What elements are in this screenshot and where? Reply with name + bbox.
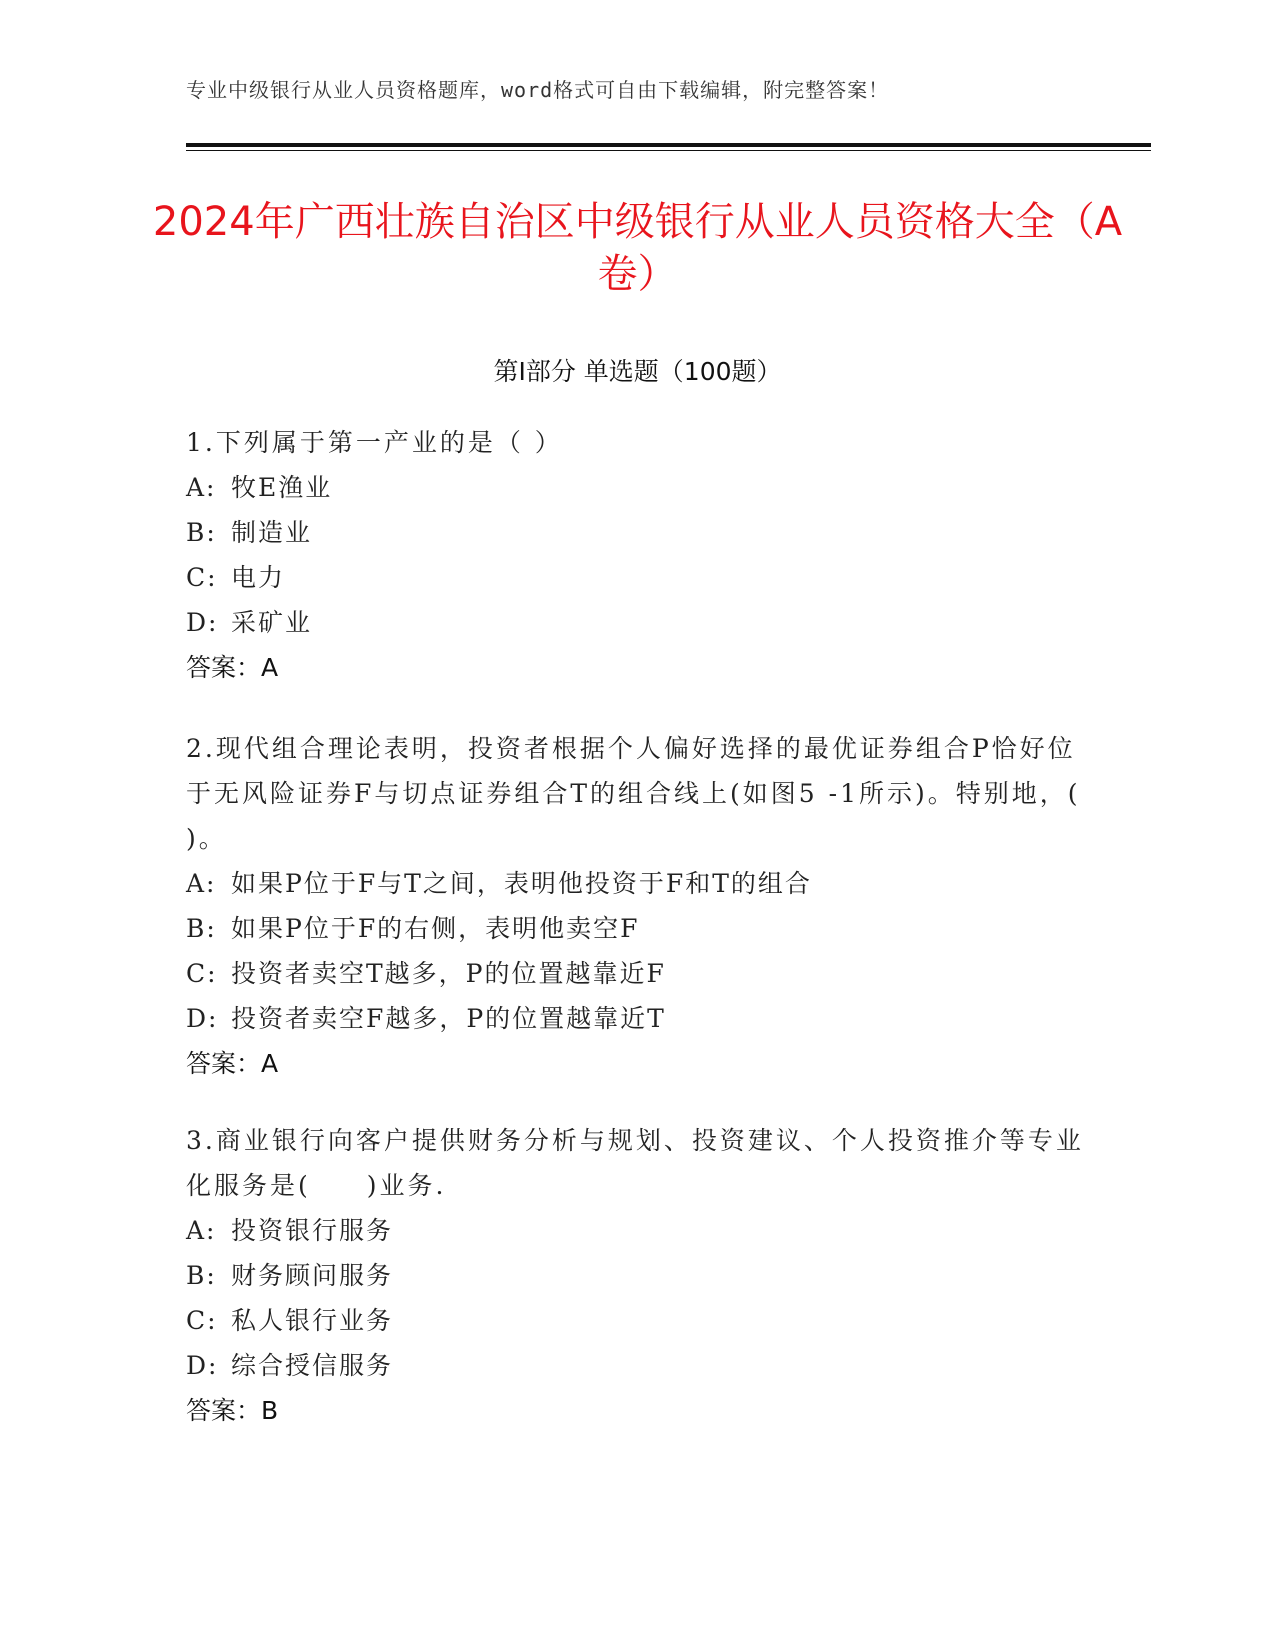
option-key: D: <box>186 1004 219 1033</box>
option-key: B: <box>186 1261 217 1290</box>
option-text: 制造业 <box>231 518 313 547</box>
option-text: 如果P位于F与T之间，表明他投资于F和T的组合 <box>231 869 812 898</box>
answer: 答案：A <box>186 1049 279 1078</box>
option-b <box>186 906 1086 951</box>
section-heading: 第Ⅰ部分 单选题（100题） <box>493 357 782 386</box>
option-key: B: <box>186 914 217 943</box>
question-stem: 3.商业银行向客户提供财务分析与规划、投资建议、个人投资推介等专业化服务是( )业务. <box>186 1126 1084 1200</box>
option-text: 私人银行业务 <box>231 1306 394 1335</box>
option-d <box>186 1343 1086 1388</box>
option-b <box>186 510 1086 555</box>
option-a <box>186 861 1086 906</box>
header-note: 专业中级银行从业人员资格题库，word格式可自由下载编辑，附完整答案！ <box>186 78 890 102</box>
option-text: 投资者卖空T越多，P的位置越靠近F <box>231 959 666 988</box>
header-divider-thick <box>186 143 1151 147</box>
option-text: 综合授信服务 <box>231 1351 394 1380</box>
option-key: A: <box>186 473 217 502</box>
option-text: 电力 <box>231 563 286 592</box>
option-text: 财务顾问服务 <box>231 1261 394 1290</box>
option-key: C: <box>186 1306 218 1335</box>
option-key: D: <box>186 1351 219 1380</box>
option-text: 如果P位于F的右侧，表明他卖空F <box>231 914 640 943</box>
option-key: C: <box>186 563 218 592</box>
option-key: C: <box>186 959 218 988</box>
option-key: A: <box>186 869 217 898</box>
option-d <box>186 600 1086 645</box>
question-1 <box>186 420 1086 690</box>
option-c <box>186 1298 1086 1343</box>
answer: 答案：B <box>186 1396 279 1425</box>
option-text: 采矿业 <box>231 608 313 637</box>
option-c <box>186 555 1086 600</box>
option-a <box>186 1208 1086 1253</box>
answer: 答案：A <box>186 653 279 682</box>
question-stem: 1.下列属于第一产业的是（ ） <box>186 428 563 457</box>
option-text: 牧E渔业 <box>231 473 333 502</box>
option-d <box>186 996 1086 1041</box>
option-key: D: <box>186 608 219 637</box>
option-key: A: <box>186 1216 217 1245</box>
document-title: 2024年广西壮族自治区中级银行从业人员资格大全（A卷） <box>152 199 1123 297</box>
question-stem: 2.现代组合理论表明，投资者根据个人偏好选择的最优证券组合P恰好位于无风险证券F与切点证券组合T的组合线上(如图5 -1所示)。特别地，( )。 <box>186 734 1081 853</box>
option-text: 投资者卖空F越多，P的位置越靠近T <box>231 1004 666 1033</box>
option-b <box>186 1253 1086 1298</box>
option-a <box>186 465 1086 510</box>
option-key: B: <box>186 518 217 547</box>
header-divider-thin <box>186 150 1151 151</box>
question-3 <box>186 1118 1086 1433</box>
question-2 <box>186 726 1086 1086</box>
option-c <box>186 951 1086 996</box>
option-text: 投资银行服务 <box>231 1216 394 1245</box>
